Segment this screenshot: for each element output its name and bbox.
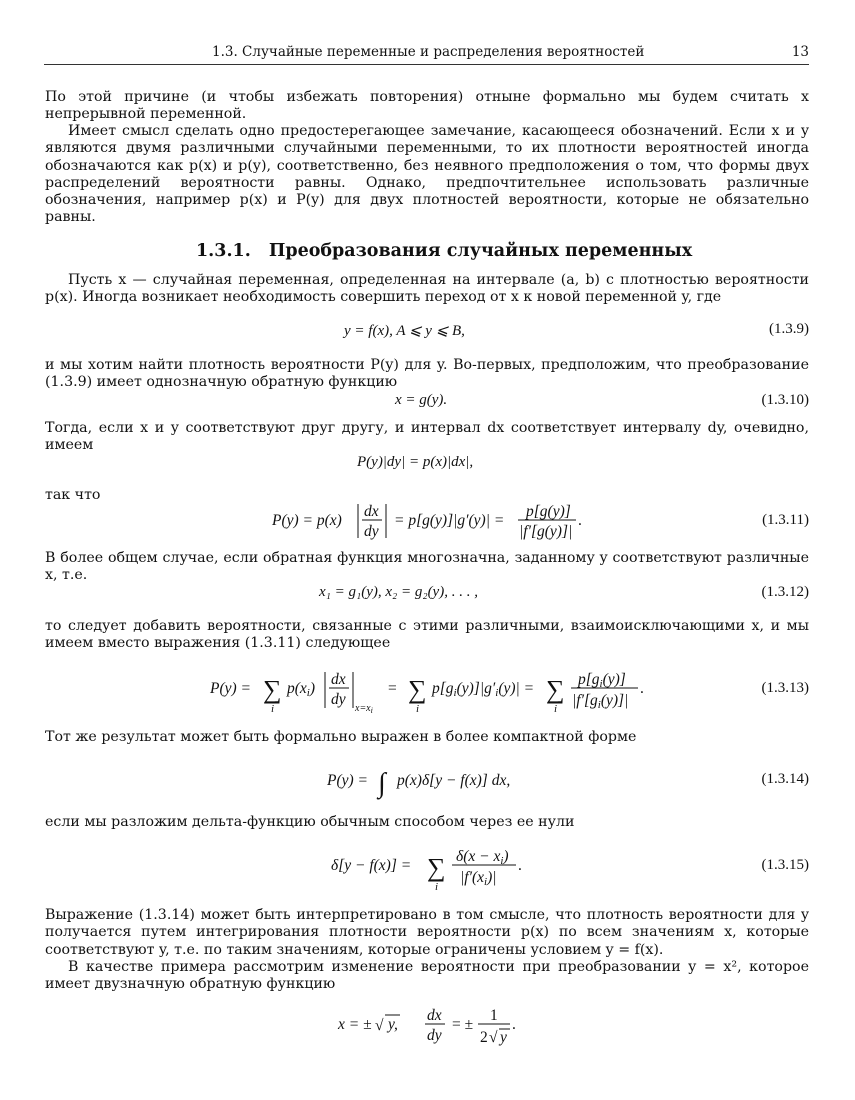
svg-text:=: =	[388, 680, 397, 697]
paragraph-10: если мы разложим дельта-функцию обычным способом через ее нули	[45, 814, 575, 830]
svg-text:y: y	[500, 1029, 507, 1046]
paragraph-4: и мы хотим найти плотность вероятности P(y) для y. Во-первых, предположим, что преобразование (1.3.9) имеет однозначную обратную функцию	[45, 357, 809, 391]
svg-text:i: i	[271, 703, 275, 715]
paragraph-7: В более общем случае, если обратная функция многозначна, заданному y соответствуют различные x, т.е.	[45, 550, 809, 584]
svg-text:.: .	[578, 512, 582, 529]
running-head	[44, 44, 809, 65]
svg-text:∑: ∑	[427, 853, 446, 882]
paragraph-9: Тот же результат может быть формально выражен в более компактной форме	[45, 729, 637, 745]
equation-number: (1.3.13)	[761, 680, 809, 696]
paragraph-11: Выражение (1.3.14) может быть интерпретировано в том смысле, что плотность вероятности для y получается путем интегрирования плотности вероятности p(x) по всем значениям x, которые соответствуют y, т.е. по таким значениям, которые ограничены условием y = f(x).	[45, 907, 809, 958]
equation-formula: x = g(y).	[395, 392, 448, 408]
equation-inverse-example	[0, 1002, 855, 1052]
paragraph-8: то следует добавить вероятности, связанные с этими различными, взаимоисключающими x, и мы имеем вместо выражения (1.3.11) следующее	[45, 618, 809, 652]
section-number: 1.3.1.	[196, 241, 251, 261]
section-title: Преобразования случайных переменных	[268, 241, 693, 261]
page-number: 13	[791, 44, 809, 60]
svg-text:dy: dy	[331, 691, 346, 708]
svg-text:P(y) =: P(y) =	[210, 680, 252, 697]
svg-text:P(y) = p(x): P(y) = p(x)	[272, 512, 342, 529]
svg-text:∫: ∫	[378, 768, 386, 799]
paragraph-6: так что	[45, 487, 101, 503]
svg-text:P(y) =: P(y) =	[327, 772, 369, 789]
svg-text:|f′[g(y)]|: |f′[g(y)]|	[519, 523, 573, 540]
equation-number: (1.3.12)	[761, 584, 809, 600]
section-heading	[196, 241, 692, 261]
svg-text:dy: dy	[427, 1027, 442, 1044]
equation-1-3-11-graphic	[0, 498, 855, 544]
svg-text:i: i	[416, 703, 420, 715]
svg-text:|f′(xi)|: |f′(xi)|	[460, 869, 497, 888]
paragraph-12: В качестве примера рассмотрим изменение вероятности при преобразовании y = x², которое имеет двузначную обратную функцию	[45, 959, 809, 993]
svg-text:= p[g(y)]|g′(y)| =: = p[g(y)]|g′(y)| =	[394, 512, 505, 529]
svg-text:2: 2	[480, 1029, 488, 1046]
equation-formula: y = f(x), A ⩽ y ⩽ B,	[344, 323, 465, 339]
svg-text:x=xi: $x=x_i$	[355, 703, 373, 715]
equation-number: (1.3.10)	[761, 392, 809, 408]
svg-text:p(x)δ[y − f(x)] dx,: p(x)δ[y − f(x)] dx,	[397, 772, 511, 789]
svg-text:dx: dx	[364, 503, 379, 520]
svg-text:√: √	[489, 1029, 498, 1046]
svg-text:= ±: = ±	[452, 1016, 474, 1033]
paragraph-3: Пусть x — случайная переменная, определенная на интервале (a, b) с плотностью вероятности p(x). Иногда возникает необходимость совершить переход от x к новой переменной y, где	[45, 272, 809, 306]
svg-text:.: .	[518, 857, 522, 874]
svg-text:∑: ∑	[263, 675, 282, 704]
svg-text:p[gi(y)]: p[gi(y)]	[578, 671, 626, 690]
paragraph-1: По этой причине (и чтобы избежать повторения) отныне формально мы будем считать x непрерывной переменной.	[45, 89, 809, 123]
svg-text:1: 1	[490, 1007, 498, 1024]
equation-1-3-12	[0, 584, 855, 612]
equation-formula: P(y)|dy| = p(x)|dx|,	[357, 454, 474, 470]
svg-text:y,: y,	[388, 1016, 398, 1033]
equation-1-3-11	[0, 498, 855, 544]
equation-formula: x₁ = g₁(y), x₂ = g₂(y), . . . ,	[319, 584, 478, 600]
svg-text:i: i	[435, 881, 439, 893]
svg-text:p[g(y)]: p[g(y)]	[526, 503, 571, 520]
equation-1-3-14	[0, 758, 855, 802]
equation-1-3-9	[0, 321, 855, 349]
svg-text:p(xi): p(xi)	[287, 680, 316, 699]
equation-1-3-13-graphic	[0, 662, 855, 718]
svg-text:.: .	[640, 680, 644, 697]
svg-text:∑: ∑	[408, 675, 427, 704]
paragraph-5: Тогда, если x и y соответствуют друг другу, и интервал dx соответствует интервалу dy, очевидно, имеем	[45, 420, 809, 454]
equation-number: (1.3.14)	[761, 771, 809, 787]
equation-inverse-example-graphic	[0, 1002, 855, 1052]
equation-1-3-13	[0, 662, 855, 718]
equation-1-3-15	[0, 842, 855, 894]
svg-text:dy: dy	[364, 523, 379, 540]
svg-text:.: .	[512, 1016, 516, 1033]
equation-1-3-15-graphic	[0, 842, 855, 894]
svg-text:∑: ∑	[546, 675, 565, 704]
svg-text:δ[y − f(x)] =: δ[y − f(x)] =	[331, 857, 412, 874]
svg-text:i: i	[554, 703, 558, 715]
equation-1-3-10	[0, 392, 855, 420]
equation-number: (1.3.9)	[769, 321, 809, 337]
svg-text:dx: dx	[427, 1007, 442, 1024]
running-title: 1.3. Случайные переменные и распределения вероятностей	[212, 44, 645, 60]
equation-number: (1.3.11)	[762, 512, 809, 528]
svg-text:√: √	[375, 1017, 384, 1034]
equation-1-3-14-graphic	[0, 758, 855, 802]
equation-number: (1.3.15)	[761, 857, 809, 873]
svg-text:p[gi(y)]|g′i(y)| =: p[gi(y)]|g′i(y)| =	[432, 680, 535, 699]
svg-text:dx: dx	[331, 671, 346, 688]
equation-density-relation	[0, 454, 855, 482]
paragraph-2: Имеет смысл сделать одно предостерегающее замечание, касающееся обозначений. Если x и y являются двумя различными случайными переменными, то их плотности вероятностей иногда обозначаются как p(x) и p(y), соответственно, без неявного предположения о том, что формы двух распределений вероятности равны. Однако, предпочтительнее использовать различные обозначения, например p(x) и P(y) для двух плотностей вероятности, которые не обязательно равны.	[45, 123, 809, 226]
svg-text:x = ±: x = ±	[338, 1016, 372, 1033]
svg-text:δ(x − xi): δ(x − xi)	[456, 848, 509, 867]
svg-text:|f′[gi(y)]|: |f′[gi(y)]|	[572, 692, 629, 711]
